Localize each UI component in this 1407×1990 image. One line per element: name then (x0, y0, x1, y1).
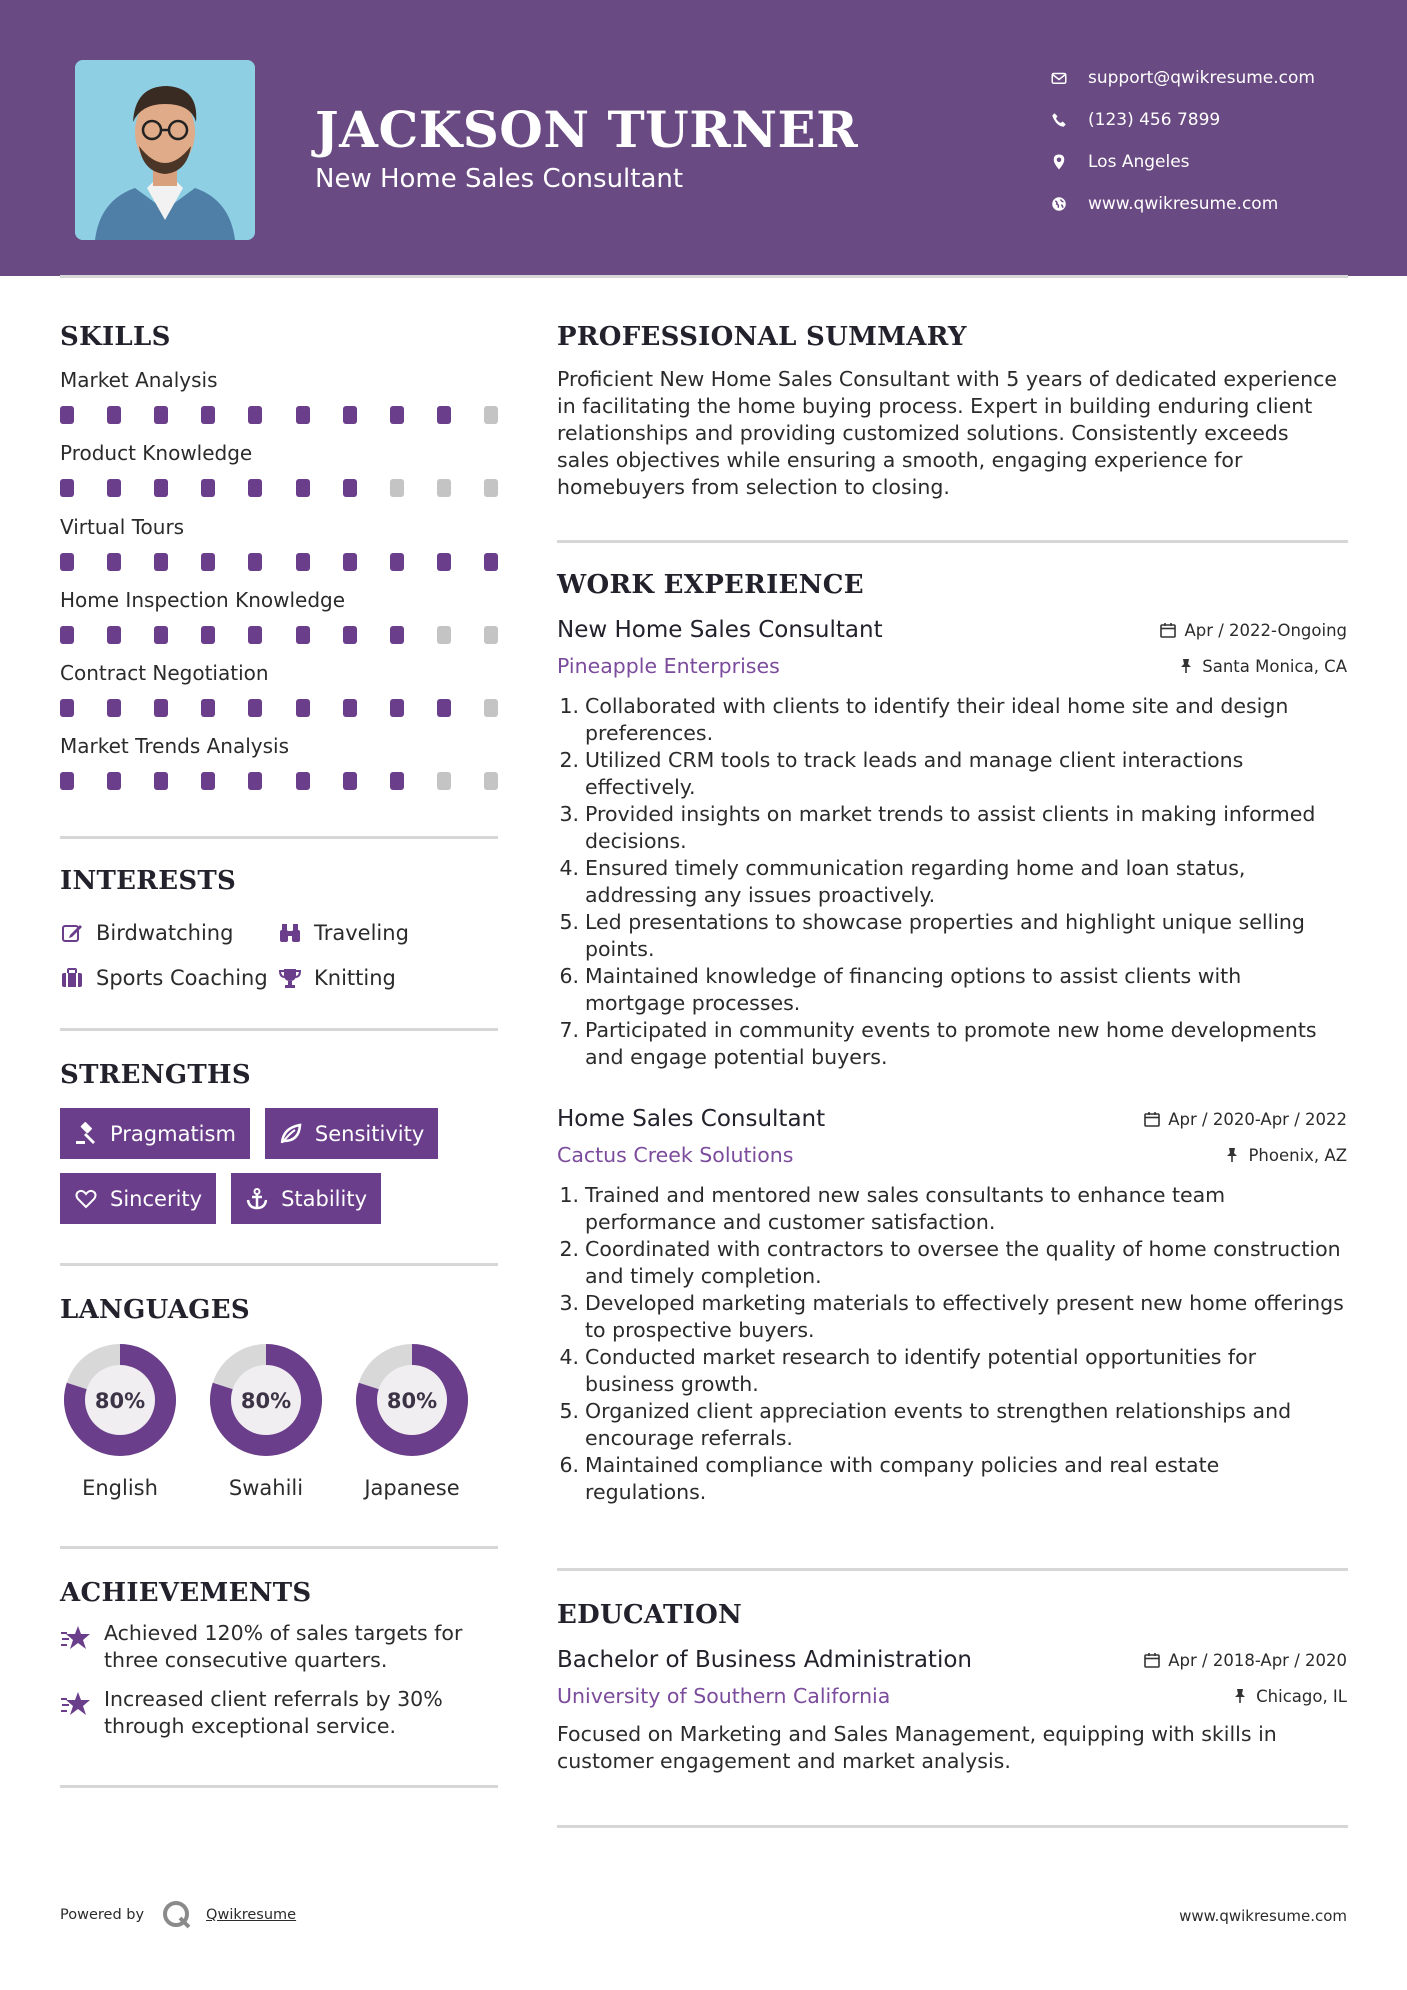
skill-dot-empty (484, 772, 498, 790)
skill-dot-filled (248, 699, 262, 717)
language-percent: 80% (94, 1389, 146, 1413)
interest-label: Birdwatching (96, 920, 234, 945)
pushpin-icon (1224, 1147, 1240, 1163)
education-location (1232, 1687, 1347, 1706)
leaf-icon (279, 1122, 303, 1146)
contact-phone-text: (123) 456 7899 (1088, 110, 1221, 130)
skill-level-dots (60, 406, 498, 424)
section-divider (60, 1263, 498, 1266)
phone-icon (1050, 111, 1068, 129)
job-title: New Home Sales Consultant (557, 617, 883, 643)
envelope-icon (1050, 69, 1068, 87)
strengths-list (60, 1108, 500, 1238)
skill-dot-filled (437, 406, 451, 424)
skill-item (60, 441, 500, 514)
language-name: Japanese (364, 1476, 460, 1500)
summary-text: Proficient New Home Sales Consultant with 5 years of dedicated experience in facilitating the home buying process. Expert in building enduring client relationships and providing customized solutions. Consistently exceeds sales objectives while ensuring a smooth, engaging experience for homebuyers from selection to closing. (557, 367, 1338, 499)
education-entry (557, 1645, 1347, 1775)
skill-dot-filled (343, 626, 357, 644)
contact-location-text: Los Angeles (1088, 152, 1190, 172)
responsibility-item: 4. Ensured timely communication regarding home and loan status, addressing any issues proactively. (559, 856, 1246, 907)
skill-dot-filled (248, 626, 262, 644)
strength-badge (60, 1108, 250, 1159)
skill-dot-filled (201, 699, 215, 717)
strength-badge (231, 1173, 381, 1224)
summary-heading: PROFESSIONAL SUMMARY (557, 322, 967, 352)
language-name: English (82, 1476, 158, 1500)
section-divider (60, 1028, 498, 1031)
section-divider (60, 1785, 498, 1788)
skill-dot-filled (437, 699, 451, 717)
skill-dot-empty (390, 479, 404, 497)
job-dates-text: Apr / 2022-Ongoing (1184, 620, 1347, 640)
interest-item (60, 921, 278, 945)
language-percent: 80% (240, 1389, 292, 1413)
skill-dot-filled (107, 699, 121, 717)
achievements-list (60, 1620, 500, 1752)
education-location-text: Chicago, IL (1256, 1686, 1347, 1706)
job-entry (557, 1104, 1347, 1506)
education-description: Focused on Marketing and Sales Management, equipping with skills in customer engagement and market analysis. (557, 1722, 1277, 1773)
profile-photo (75, 60, 255, 240)
section-divider (60, 1546, 498, 1549)
skill-item (60, 515, 500, 588)
skill-level-dots (60, 479, 498, 497)
skill-dot-filled (343, 406, 357, 424)
strengths-heading: STRENGTHS (60, 1060, 251, 1090)
skill-name: Market Trends Analysis (60, 734, 290, 759)
degree-name: Bachelor of Business Administration (557, 1647, 972, 1673)
language-name: Swahili (228, 1476, 304, 1500)
company-name: Pineapple Enterprises (557, 654, 780, 678)
skill-dot-filled (343, 479, 357, 497)
skill-dot-filled (107, 553, 121, 571)
skill-dot-filled (154, 479, 168, 497)
skill-dot-filled (296, 479, 310, 497)
language-item (350, 1338, 496, 1500)
education-dates (1144, 1651, 1347, 1670)
responsibility-item: 1. Collaborated with clients to identify their ideal home site and design preferences. (559, 694, 1289, 745)
trophy-icon (278, 966, 302, 990)
contact-email[interactable] (1050, 57, 1315, 99)
education-heading: EDUCATION (557, 1600, 743, 1630)
skill-dot-filled (107, 406, 121, 424)
skill-dot-filled (60, 479, 74, 497)
anchor-icon (245, 1187, 269, 1211)
skill-level-dots (60, 553, 498, 571)
language-percent: 80% (386, 1389, 438, 1413)
globe-icon (1050, 195, 1068, 213)
experience-heading: WORK EXPERIENCE (557, 570, 864, 600)
language-progress-ring (204, 1338, 328, 1462)
powered-by-text: Powered by (60, 1907, 145, 1923)
skill-dot-filled (390, 772, 404, 790)
skill-dot-filled (201, 406, 215, 424)
pencil-square-icon (60, 921, 84, 945)
contact-location (1050, 141, 1315, 183)
responsibility-item: 5. Led presentations to showcase properties and highlight unique selling points. (559, 910, 1305, 961)
calendar-icon (1160, 622, 1176, 638)
skill-dot-filled (60, 772, 74, 790)
skill-dot-filled (248, 772, 262, 790)
qwikresume-link[interactable]: Qwikresume (206, 1907, 297, 1923)
job-location (1178, 657, 1347, 676)
candidate-title: New Home Sales Consultant (315, 164, 684, 194)
skill-level-dots (60, 699, 498, 717)
header-divider (60, 275, 1348, 278)
calendar-icon (1144, 1111, 1160, 1127)
skill-dot-filled (296, 626, 310, 644)
skill-dot-filled (343, 772, 357, 790)
skill-name: Home Inspection Knowledge (60, 587, 346, 612)
contact-website-text: www.qwikresume.com (1088, 194, 1279, 214)
skill-dot-filled (343, 699, 357, 717)
binoculars-icon (278, 921, 302, 945)
interest-label: Traveling (314, 920, 409, 945)
job-location-text: Santa Monica, CA (1202, 656, 1347, 676)
education-dates-text: Apr / 2018-Apr / 2020 (1168, 1650, 1347, 1670)
achievement-text: Achieved 120% of sales targets for three consecutive quarters. (104, 1621, 463, 1672)
language-item (58, 1338, 204, 1500)
interests-list (60, 910, 500, 1000)
skill-dot-filled (154, 699, 168, 717)
skills-list (60, 368, 500, 808)
contact-email-text: support@qwikresume.com (1088, 68, 1315, 88)
section-divider (60, 836, 498, 839)
briefcase-icon (60, 966, 84, 990)
achievements-heading: ACHIEVEMENTS (60, 1578, 312, 1608)
skill-name: Market Analysis (60, 368, 218, 392)
responsibility-item: 5. Organized client appreciation events to strengthen relationships and encourage referrals. (559, 1399, 1292, 1450)
job-dates-text: Apr / 2020-Apr / 2022 (1168, 1109, 1347, 1129)
skill-dot-filled (154, 553, 168, 571)
skill-dot-empty (437, 772, 451, 790)
skill-level-dots (60, 772, 498, 790)
interest-item (60, 966, 278, 990)
contact-phone[interactable] (1050, 99, 1315, 141)
skill-dot-filled (484, 553, 498, 571)
skill-dot-filled (248, 406, 262, 424)
strength-label: Sincerity (110, 1186, 203, 1211)
skill-name: Contract Negotiation (60, 661, 269, 686)
languages-list (58, 1338, 498, 1500)
strength-badge (60, 1173, 216, 1224)
skill-dot-filled (390, 626, 404, 644)
skill-dot-filled (390, 406, 404, 424)
skill-dot-filled (154, 772, 168, 790)
skill-dot-filled (390, 699, 404, 717)
responsibility-item: 7. Participated in community events to promote new home developments and engage potential buyers. (559, 1018, 1317, 1069)
interest-item (278, 921, 409, 945)
responsibility-item: 6. Maintained knowledge of financing options to assist clients with mortgage processes. (559, 964, 1242, 1015)
skill-dot-filled (60, 626, 74, 644)
skill-dot-filled (248, 553, 262, 571)
skill-dot-empty (484, 699, 498, 717)
skill-dot-empty (484, 406, 498, 424)
skill-item (60, 734, 500, 807)
interest-label: Knitting (314, 965, 396, 990)
achievement-text: Increased client referrals by 30% through exceptional service. (104, 1687, 443, 1738)
skill-dot-filled (296, 553, 310, 571)
section-divider (557, 540, 1348, 543)
skill-dot-filled (60, 553, 74, 571)
job-dates (1144, 1110, 1347, 1129)
skill-dot-filled (107, 626, 121, 644)
job-entry (557, 615, 1347, 1071)
qwikresume-logo-icon (160, 1898, 194, 1932)
responsibility-item: 3. Provided insights on market trends to assist clients in making informed decisions. (559, 802, 1316, 853)
strength-badge (265, 1108, 438, 1159)
skill-dot-filled (201, 553, 215, 571)
responsibility-item: 3. Developed marketing materials to effectively present new home offerings to prospective buyers. (559, 1291, 1344, 1342)
footer-url[interactable]: www.qwikresume.com (1179, 1907, 1347, 1925)
job-dates (1160, 621, 1347, 640)
section-divider (557, 1825, 1348, 1828)
skill-dot-empty (484, 626, 498, 644)
skill-dot-empty (437, 626, 451, 644)
skill-dot-filled (296, 699, 310, 717)
skill-dot-filled (437, 553, 451, 571)
skill-item (60, 368, 500, 441)
job-responsibilities (557, 693, 1347, 1071)
skill-dot-filled (201, 772, 215, 790)
responsibility-item: 2. Utilized CRM tools to track leads and manage client interactions effectively. (559, 748, 1244, 799)
job-location-text: Phoenix, AZ (1248, 1145, 1347, 1165)
calendar-icon (1144, 1652, 1160, 1668)
skill-dot-filled (154, 406, 168, 424)
responsibility-item: 1. Trained and mentored new sales consultants to enhance team performance and customer satisfaction. (559, 1183, 1226, 1234)
skill-item (60, 588, 500, 661)
language-item (204, 1338, 350, 1500)
school-name: University of Southern California (557, 1684, 891, 1708)
interests-heading: INTERESTS (60, 866, 237, 896)
strength-label: Pragmatism (110, 1121, 236, 1146)
contact-list (1050, 57, 1315, 225)
achievement-item (60, 1686, 500, 1740)
location-pin-icon (1050, 153, 1068, 171)
skill-dot-empty (484, 479, 498, 497)
language-progress-ring (58, 1338, 182, 1462)
star-medal-icon (60, 1622, 92, 1654)
skill-dot-filled (248, 479, 262, 497)
skill-dot-filled (296, 406, 310, 424)
resume-header (0, 0, 1407, 276)
skill-dot-empty (437, 479, 451, 497)
skills-heading: SKILLS (60, 322, 171, 352)
skill-dot-filled (201, 626, 215, 644)
skill-dot-filled (107, 479, 121, 497)
skill-dot-filled (60, 406, 74, 424)
gavel-icon (74, 1122, 98, 1146)
skill-dot-filled (107, 772, 121, 790)
section-divider (557, 1568, 1348, 1571)
skill-dot-filled (343, 553, 357, 571)
job-responsibilities (557, 1182, 1347, 1506)
skill-dot-filled (154, 626, 168, 644)
contact-website[interactable] (1050, 183, 1315, 225)
achievement-item (60, 1620, 500, 1674)
skill-name: Virtual Tours (60, 514, 185, 539)
skill-name: Product Knowledge (60, 441, 253, 466)
heart-icon (74, 1187, 98, 1211)
candidate-name: JACKSON TURNER (315, 100, 859, 159)
responsibility-item: 2. Coordinated with contractors to oversee the quality of home construction and timely completion. (559, 1237, 1341, 1288)
strength-label: Stability (281, 1186, 368, 1211)
skill-item (60, 661, 500, 734)
skill-dot-filled (296, 772, 310, 790)
star-medal-icon (60, 1688, 92, 1720)
skill-dot-filled (60, 699, 74, 717)
interest-item (278, 966, 396, 990)
company-name: Cactus Creek Solutions (557, 1143, 794, 1167)
interest-label: Sports Coaching (96, 965, 268, 990)
pushpin-icon (1178, 658, 1194, 674)
footer-branding (60, 1898, 296, 1932)
language-progress-ring (350, 1338, 474, 1462)
job-title: Home Sales Consultant (557, 1106, 826, 1132)
pushpin-icon (1232, 1688, 1248, 1704)
responsibility-item: 6. Maintained compliance with company policies and real estate regulations. (559, 1453, 1220, 1504)
languages-heading: LANGUAGES (60, 1295, 250, 1325)
responsibility-item: 4. Conducted market research to identify potential opportunities for business growth. (559, 1345, 1257, 1396)
skill-dot-filled (201, 479, 215, 497)
strength-label: Sensitivity (314, 1121, 425, 1146)
job-location (1224, 1146, 1347, 1165)
skill-level-dots (60, 626, 498, 644)
skill-dot-filled (390, 553, 404, 571)
